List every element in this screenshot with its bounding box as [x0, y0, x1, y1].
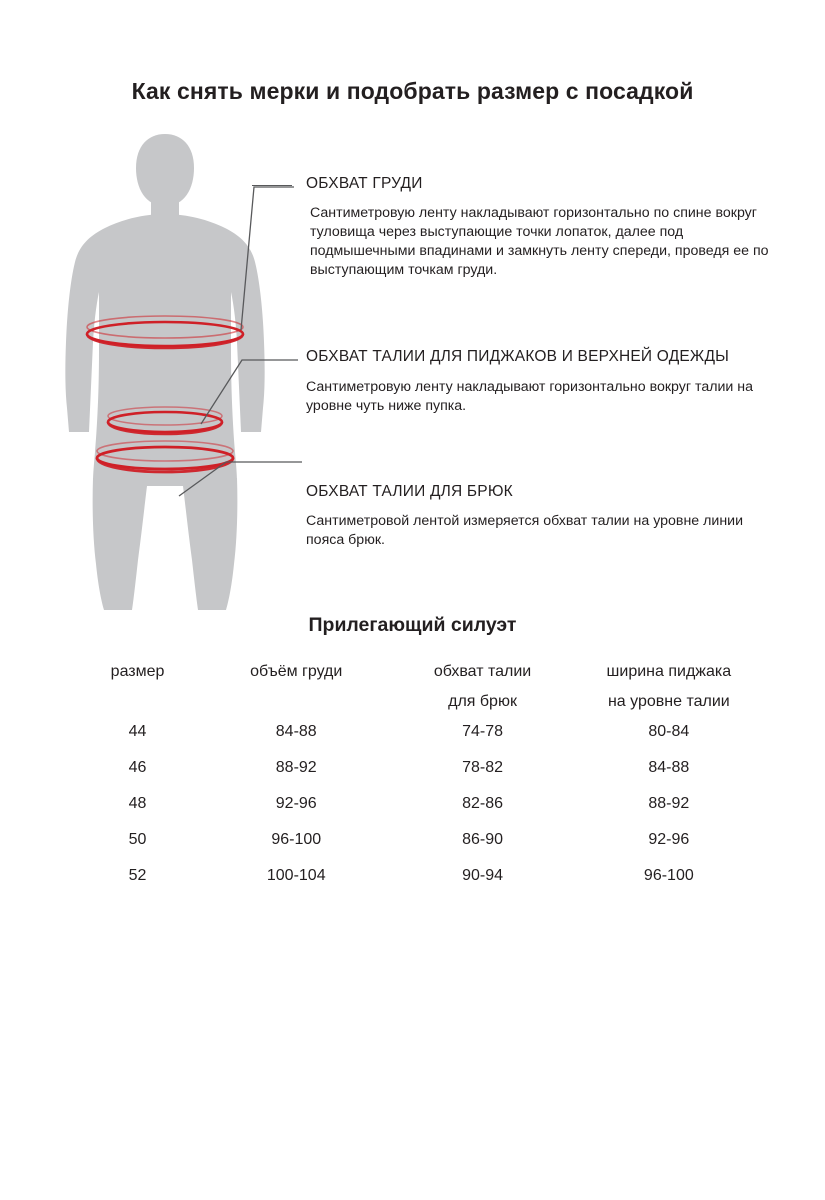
table-header-row [72, 660, 762, 714]
table-header-size-main: размер [110, 663, 165, 680]
cell-chest: 96-100 [271, 831, 322, 848]
cell-jacket: 92-96 [648, 831, 690, 848]
cell-size: 48 [128, 795, 147, 812]
cell-size: 46 [128, 759, 147, 776]
cell-waist: 82-86 [462, 795, 503, 812]
callout-body-waist-trousers: Сантиметровой лентой измеряется обхват талии на уровне линии пояса брюк. [306, 513, 744, 548]
page-title: Как снять мерки и подобрать размер с посадкой [131, 78, 694, 104]
table-header-chest [203, 660, 389, 714]
cell-size: 50 [128, 831, 147, 848]
cell-jacket: 96-100 [643, 867, 694, 884]
cell-jacket: 88-92 [648, 795, 690, 812]
table-row [72, 714, 762, 750]
cell-chest: 92-96 [275, 795, 317, 812]
leader-line-jacket-waist [200, 358, 300, 428]
leader-line-trousers-waist [178, 460, 303, 500]
callout-label-chest: ОБХВАТ ГРУДИ [306, 175, 423, 192]
callout-label-waist-trousers: ОБХВАТ ТАЛИИ ДЛЯ БРЮК [306, 483, 513, 500]
table-row [72, 786, 762, 822]
table-header-waist [389, 660, 575, 714]
table-row [72, 822, 762, 858]
cell-waist: 86-90 [462, 831, 503, 848]
callout-body-chest: Сантиметровую ленту накладывают горизонтально по спине вокруг туловища через выступающие точки лопаток, далее под подмышечными впадинами и замкнуть ленту спереди, проведя ее по выступающим точкам груди. [310, 205, 769, 278]
callout-label-waist-jacket: ОБХВАТ ТАЛИИ ДЛЯ ПИДЖАКОВ И ВЕРХНЕЙ ОДЕЖДЫ [306, 348, 730, 365]
table-header-jacket-main: ширина пиджака [606, 663, 732, 680]
cell-waist: 74-78 [462, 723, 503, 740]
table-header-chest-main: объём груди [250, 663, 343, 680]
table-title: Прилегающий силуэт [308, 614, 517, 636]
table-header-waist-sub: для брюк [448, 693, 517, 710]
table-row [72, 750, 762, 786]
callout-body-waist-jacket: Сантиметровую ленту накладывают горизонтально вокруг талии на уровне чуть ниже пупка. [306, 379, 754, 414]
cell-jacket: 84-88 [648, 759, 690, 776]
size-table [72, 660, 762, 894]
cell-size: 52 [128, 867, 147, 884]
cell-chest: 88-92 [275, 759, 317, 776]
table-header-size [72, 660, 203, 714]
table-header-jacket [576, 660, 762, 714]
table-header-jacket-sub: на уровне талии [607, 693, 730, 710]
cell-jacket: 80-84 [648, 723, 690, 740]
cell-waist: 90-94 [462, 867, 503, 884]
cell-size: 44 [128, 723, 147, 740]
cell-waist: 78-82 [462, 759, 503, 776]
table-header-waist-main: обхват талии [433, 663, 532, 680]
cell-chest: 100-104 [266, 867, 326, 884]
table-row [72, 858, 762, 894]
leader-line-chest-diagonal [240, 185, 300, 335]
cell-chest: 84-88 [275, 723, 317, 740]
